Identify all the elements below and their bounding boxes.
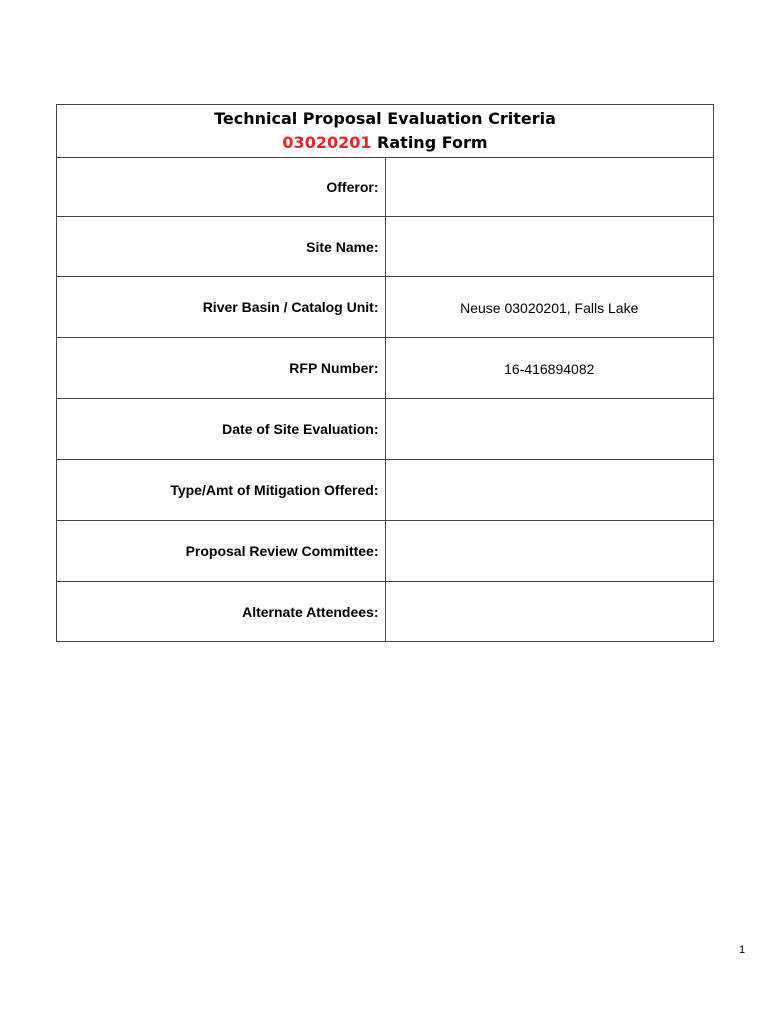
date-of-site-evaluation-field[interactable] — [385, 399, 714, 460]
mitigation-offered-label: Type/Amt of Mitigation Offered: — [57, 460, 386, 521]
form-row-rfp-number — [57, 338, 714, 399]
page-number: 1 — [739, 944, 746, 956]
mitigation-offered-field[interactable] — [385, 460, 714, 521]
rfp-number-field[interactable]: 16-416894082 — [385, 338, 714, 399]
title-line-1: Technical Proposal Evaluation Criteria — [214, 109, 556, 128]
alternate-attendees-label: Alternate Attendees: — [57, 582, 386, 642]
site-name-field[interactable] — [385, 217, 714, 277]
offeror-label: Offeror: — [57, 158, 386, 217]
date-of-site-evaluation-label: Date of Site Evaluation: — [57, 399, 386, 460]
rating-form-table — [56, 104, 714, 642]
form-row-review-committee — [57, 521, 714, 582]
review-committee-field[interactable] — [385, 521, 714, 582]
form-row-alternate-attendees — [57, 582, 714, 642]
title-line-2-rest: Rating Form — [371, 133, 488, 152]
catalog-code: 03020201 — [282, 133, 372, 152]
rfp-number-label: RFP Number: — [57, 338, 386, 399]
form-title — [57, 105, 714, 158]
site-name-label: Site Name: — [57, 217, 386, 277]
form-row-site-name — [57, 217, 714, 277]
form-row-date-of-site-evaluation — [57, 399, 714, 460]
form-row-river-basin — [57, 277, 714, 338]
river-basin-label: River Basin / Catalog Unit: — [57, 277, 386, 338]
title-line-2 — [57, 131, 713, 155]
alternate-attendees-field[interactable] — [385, 582, 714, 642]
form-row-mitigation-offered — [57, 460, 714, 521]
form-row-offeror — [57, 158, 714, 217]
title-row — [57, 105, 714, 158]
review-committee-label: Proposal Review Committee: — [57, 521, 386, 582]
river-basin-field[interactable]: Neuse 03020201, Falls Lake — [385, 277, 714, 338]
offeror-field[interactable] — [385, 158, 714, 217]
